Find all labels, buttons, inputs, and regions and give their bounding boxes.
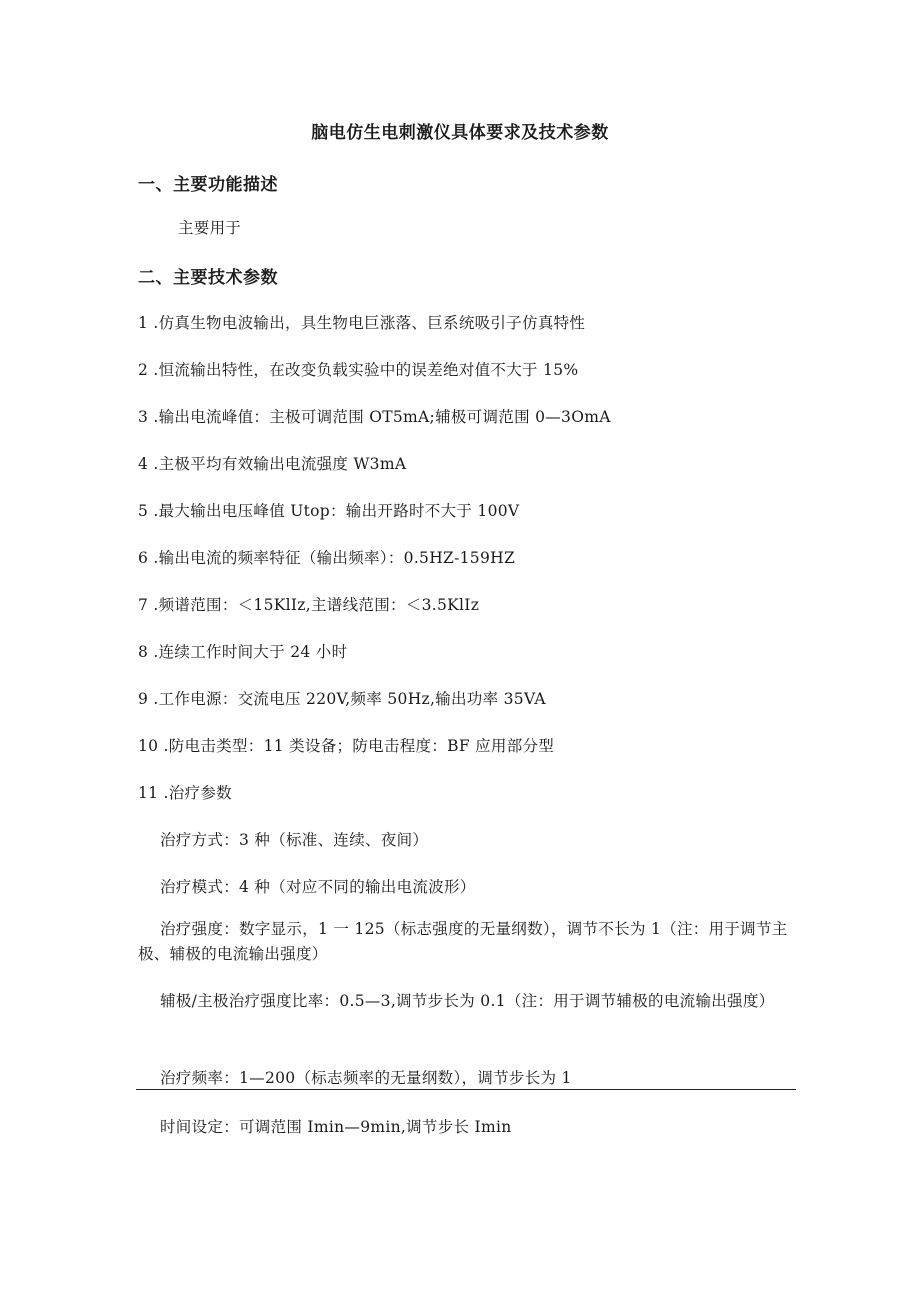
divider-line <box>136 1089 796 1090</box>
therapy-ratio: 辅极/主极治疗强度比率：0.5—3,调节步长为 0.1（注：用于调节辅极的电流输出强度） <box>160 992 775 1010</box>
section-heading-parameters: 二、主要技术参数 <box>138 268 278 288</box>
parameter-item: 1 .仿真生物电波输出，具生物电巨涨落、巨系统吸引子仿真特性 <box>138 314 586 332</box>
parameter-item: 7 .频谱范围：＜15KlIz,主谱线范围：＜3.5KlIz <box>138 596 480 614</box>
therapy-time: 时间设定：可调范围 Imin—9min,调节步长 Imin <box>160 1118 512 1136</box>
functions-text: 主要用于 <box>178 219 242 237</box>
parameter-item: 6 .输出电流的频率特征（输出频率）：0.5HZ-159HZ <box>138 549 516 567</box>
parameter-item: 4 .主极平均有效输出电流强度 W3mA <box>138 455 407 473</box>
parameter-item: 11 .治疗参数 <box>138 784 232 802</box>
therapy-intensity: 治疗强度：数字显示，1 一 125（标志强度的无量纲数），调节不长为 1（注：用于调节主极、辅极的电流输出强度） <box>138 920 788 963</box>
section-heading-functions: 一、主要功能描述 <box>138 175 278 195</box>
parameter-item: 2 .恒流输出特性，在改变负载实验中的误差绝对值不大于 15% <box>138 361 579 379</box>
parameter-item: 5 .最大输出电压峰值 Utop：输出开路时不大于 100V <box>138 502 520 520</box>
parameter-item: 9 .工作电源：交流电压 220V,频率 50Hz,输出功率 35VA <box>138 690 546 708</box>
therapy-pattern: 治疗模式：4 种（对应不同的输出电流波形） <box>160 878 476 896</box>
document-title: 脑电仿生电刺激仪具体要求及技术参数 <box>311 123 609 143</box>
parameter-item: 8 .连续工作时间大于 24 小时 <box>138 643 348 661</box>
parameter-item: 3 .输出电流峰值：主极可调范围 OT5mA;辅极可调范围 0—3OmA <box>138 408 611 426</box>
parameter-item: 10 .防电击类型：11 类设备；防电击程度：BF 应用部分型 <box>138 737 555 755</box>
therapy-frequency: 治疗频率：1—200（标志频率的无量纲数），调节步长为 1 <box>160 1069 572 1087</box>
therapy-mode: 治疗方式：3 种（标准、连续、夜间） <box>160 831 429 849</box>
